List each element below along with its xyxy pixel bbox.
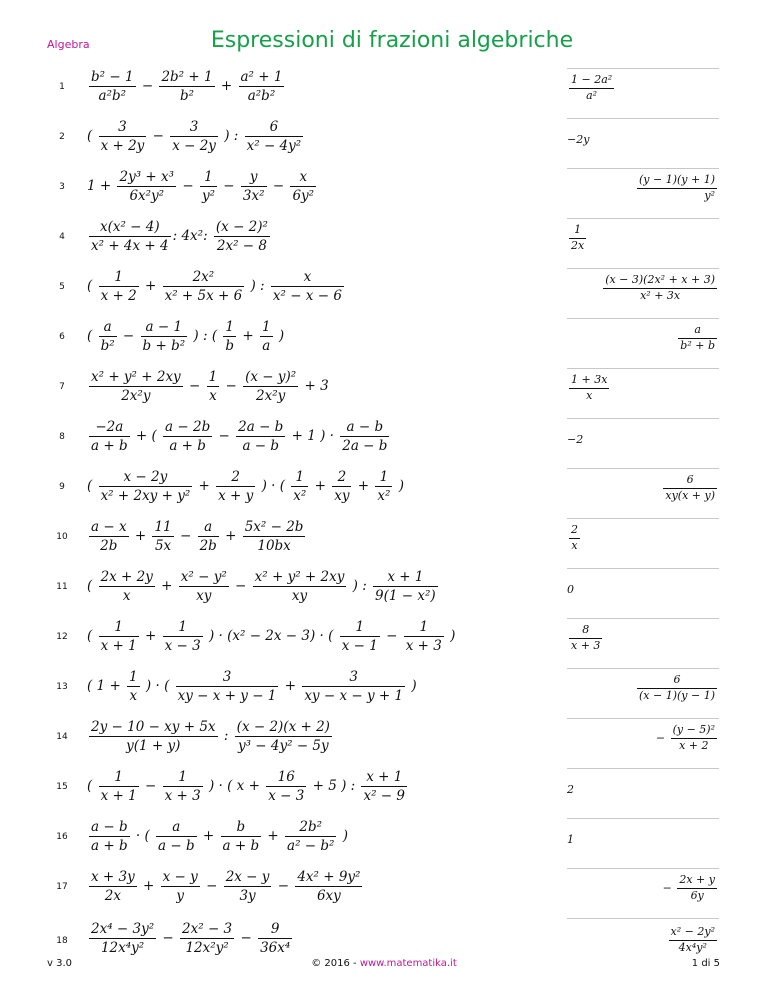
exercise-expression: ( $\frac{2x + 2y}{x}$ + $\frac{\text{x² − y²}}{xy}$ − $\frac{\text{x² + y² + 2xy}}{xy}$ ) : $\frac{x + 1}{\text{9(1 − x²)}}$ xyxy=(87,569,436,605)
exercise-number: 17 xyxy=(56,882,68,892)
exercise-expression: ( $\frac{1}{x + 1}$ − $\frac{1}{x + 3}$ ) · ( x + $\frac{16}{x - 3}$ + 5 ) : $\frac{x + 1}{\text{x² − 9}}$ xyxy=(87,769,405,805)
topic-label: Algebra xyxy=(47,38,90,51)
exercise-row xyxy=(47,164,719,212)
exercise-row xyxy=(47,814,719,862)
version-label: v 3.0 xyxy=(47,958,72,969)
exercise-expression: ( $\frac{a}{\text{b²}}$ − $\frac{a - 1}{\text{b + b²}}$ ) : ( $\frac{1}{b}$ + $\frac{1}{a}$ ) xyxy=(87,319,285,355)
exercise-number: 18 xyxy=(56,936,68,946)
exercise-row xyxy=(47,414,719,462)
exercise-number: 12 xyxy=(56,632,68,642)
exercise-number: 11 xyxy=(56,582,68,592)
exercise-expression: $\frac{-2a}{a + b}$ + ( $\frac{a - 2b}{a + b}$ − $\frac{2a - b}{a - b}$ + 1 ) · $\frac{a - b}{2a - b}$ xyxy=(91,419,388,455)
exercise-expression: ( $\frac{3}{x + 2y}$ − $\frac{3}{x - 2y}$ ) : $\frac{6}{\text{x² − 4y²}}$ xyxy=(87,119,302,155)
exercise-answer: $\frac{a}{\text{b² + b}}$ xyxy=(567,318,719,354)
exercise-expression: $\frac{2y - 10 - xy + 5x}{y(1 + y)}$ : $\frac{(x - 2)(x + 2)}{\text{y³ − 4y² − 5y}}$ xyxy=(91,719,330,755)
exercise-row xyxy=(47,464,719,512)
exercise-row xyxy=(47,764,719,812)
exercise-row xyxy=(47,664,719,712)
exercise-answer: $\frac{(y - 1)(y + 1)}{\text{y²}}$ xyxy=(567,168,719,204)
exercise-number: 3 xyxy=(59,182,65,192)
exercise-number: 7 xyxy=(59,382,65,392)
exercise-expression: $\frac{\text{b² − 1}}{\text{a²b²}}$ − $\frac{\text{2b² + 1}}{\text{b²}}$ + $\frac{\text{a² + 1}}{\text{a²b²}}$ xyxy=(91,69,283,105)
website-link[interactable]: www.matematika.it xyxy=(359,958,457,969)
exercise-expression: 1 + $\frac{\text{2y³ + x³}}{\text{6x²y²}}$ − $\frac{1}{\text{y²}}$ − $\frac{y}{\text{3x²}}$ − $\frac{x}{\text{6y²}}$ xyxy=(87,169,315,205)
exercise-answer: $\frac{1}{2x}$ xyxy=(567,218,719,254)
exercise-answer: 0 xyxy=(567,568,719,596)
exercise-number: 8 xyxy=(59,432,65,442)
exercise-expression: ( $\frac{x - 2y}{\text{x² + 2xy + y²}}$ + $\frac{2}{x + y}$ ) · ( $\frac{1}{\text{x²}}$ + $\frac{2}{xy}$ + $\frac{1}{\text{x²}}$ ) xyxy=(87,469,404,505)
exercise-number: 13 xyxy=(56,682,68,692)
exercise-number: 1 xyxy=(59,82,65,92)
exercise-answer: $\frac{\text{x² − 2y²}}{\text{4x⁴y²}}$ xyxy=(567,918,719,956)
exercise-expression: $\frac{\text{x² + y² + 2xy}}{\text{2x²y}}$ − $\frac{1}{x}$ − $\frac{\text{(x − y)²}}{\text{2x²y}}$ + 3 xyxy=(91,369,329,405)
exercise-row xyxy=(47,64,719,112)
exercise-number: 5 xyxy=(59,282,65,292)
exercise-answer: $\frac{6}{(x - 1)(y - 1)}$ xyxy=(567,668,719,704)
exercise-expression: ( $\frac{1}{x + 1}$ + $\frac{1}{x - 3}$ ) · (x² − 2x − 3) · ( $\frac{1}{x - 1}$ − $\frac{1}{x + 3}$ ) xyxy=(87,619,456,655)
exercise-answer: $\frac{\text{(x − 3)(2x² + x + 3)}}{\text{x² + 3x}}$ xyxy=(567,268,719,304)
exercise-answer: −2y xyxy=(567,118,719,146)
exercise-answer: − $\frac{2x + y}{6y}$ xyxy=(567,868,719,904)
copyright-text: © 2016 - xyxy=(311,958,360,969)
exercise-row xyxy=(47,364,719,412)
exercise-row xyxy=(47,214,719,262)
exercise-row xyxy=(47,864,719,912)
exercise-number: 14 xyxy=(56,732,68,742)
exercise-answer: − $\frac{\text{(y − 5)²}}{x + 2}$ xyxy=(567,718,719,754)
exercise-expression: $\frac{a - b}{a + b}$ · ( $\frac{a}{a - b}$ + $\frac{b}{a + b}$ + $\frac{\text{2b²}}{\text{a² − b²}}$ ) xyxy=(91,819,349,855)
exercise-number: 4 xyxy=(59,232,65,242)
exercise-number: 6 xyxy=(59,332,65,342)
exercise-number: 16 xyxy=(56,832,68,842)
exercise-answer: 1 xyxy=(567,818,719,846)
exercise-expression: ( 1 + $\frac{1}{x}$ ) · ( $\frac{3}{xy - x + y - 1}$ + $\frac{3}{xy - x - y + 1}$ ) xyxy=(87,669,417,705)
exercise-expression: $\frac{x + 3y}{2x}$ + $\frac{x - y}{y}$ − $\frac{2x - y}{3y}$ − $\frac{\text{4x² + 9y²}}{6xy}$ xyxy=(91,869,361,905)
exercise-answer: −2 xyxy=(567,418,719,446)
exercise-answer: $\frac{2}{x}$ xyxy=(567,518,719,554)
exercise-number: 15 xyxy=(56,782,68,792)
exercise-row xyxy=(47,314,719,362)
exercise-row xyxy=(47,714,719,762)
exercise-answer: $\frac{\text{1 − 2a²}}{\text{a²}}$ xyxy=(567,68,719,104)
exercise-number: 2 xyxy=(59,132,65,142)
exercise-expression: ( $\frac{1}{x + 2}$ + $\frac{\text{2x²}}{\text{x² + 5x + 6}}$ ) : $\frac{x}{\text{x² − x − 6}}$ xyxy=(87,269,342,305)
exercise-number: 9 xyxy=(59,482,65,492)
page-number: 1 di 5 xyxy=(691,958,720,969)
exercise-row xyxy=(47,564,719,612)
exercise-answer: $\frac{6}{xy(x + y)}$ xyxy=(567,468,719,504)
exercise-expression: $\frac{\text{x(x² − 4)}}{\text{x² + 4x + 4}}$ : 4x²: $\frac{\text{(x − 2)²}}{\text{2x² − 8}}$ xyxy=(91,219,268,255)
exercise-row xyxy=(47,264,719,312)
exercise-expression: $\frac{a - x}{2b}$ + $\frac{11}{5x}$ − $\frac{a}{2b}$ + $\frac{\text{5x² − 2b}}{10bx}$ xyxy=(91,519,304,555)
page-title: Espressioni di frazioni algebriche xyxy=(210,28,574,53)
exercise-number: 10 xyxy=(56,532,68,542)
exercise-row xyxy=(47,114,719,162)
exercise-expression: $\frac{\text{2x⁴ − 3y²}}{\text{12x⁴y²}}$ − $\frac{\text{2x² − 3}}{\text{12x²y²}}$ − $\frac{9}{\text{36x⁴}}$ xyxy=(91,921,291,957)
exercise-row xyxy=(47,614,719,662)
exercise-answer: $\frac{8}{x + 3}$ xyxy=(567,618,719,654)
exercise-row xyxy=(47,514,719,562)
exercise-answer: 2 xyxy=(567,768,719,796)
exercise-answer: $\frac{1 + 3x}{x}$ xyxy=(567,368,719,404)
